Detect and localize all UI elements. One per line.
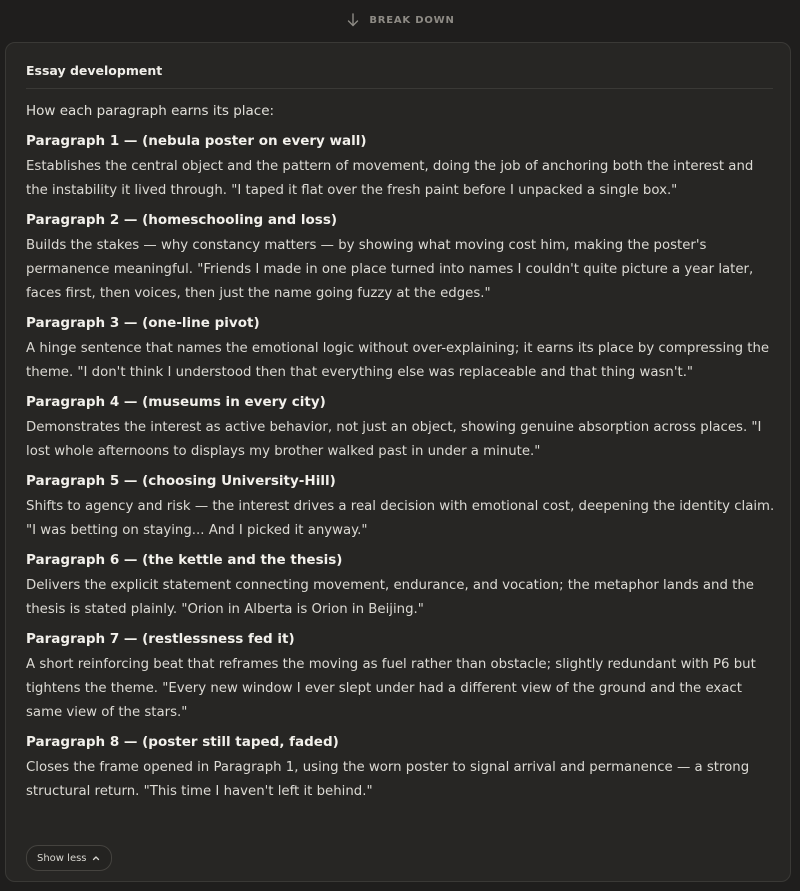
essay-development-card bbox=[5, 42, 791, 882]
paragraph-heading: Paragraph 4 — (museums in every city) bbox=[26, 394, 326, 410]
paragraph-section-2 bbox=[26, 210, 778, 306]
card-title: Essay development bbox=[26, 63, 773, 89]
show-less-label: Show less bbox=[37, 852, 87, 864]
paragraph-body: Delivers the explicit statement connecting movement, endurance, and vocation; the metaphor lands and the thesis is stated plainly. "Orion in Alberta is Orion in Beijing." bbox=[26, 578, 754, 617]
break-down-toggle[interactable] bbox=[0, 0, 800, 40]
card-content bbox=[26, 101, 778, 811]
chevron-up-icon bbox=[91, 853, 101, 863]
paragraph-heading: Paragraph 5 — (choosing University-Hill) bbox=[26, 473, 336, 489]
paragraph-section-5 bbox=[26, 471, 778, 543]
paragraph-heading: Paragraph 6 — (the kettle and the thesis) bbox=[26, 552, 343, 568]
paragraph-body: Builds the stakes — why constancy matters — by showing what moving cost him, making the poster's permanence meaningful. "Friends I made in one place turned into names I couldn't quite picture a year later, faces first, then voices, then just the name going fuzzy at the edges." bbox=[26, 238, 754, 301]
paragraph-heading: Paragraph 8 — (poster still taped, faded) bbox=[26, 734, 339, 750]
paragraph-section-6 bbox=[26, 550, 778, 622]
paragraph-section-3 bbox=[26, 313, 778, 385]
paragraph-body: Shifts to agency and risk — the interest drives a real decision with emotional cost, deepening the identity claim. "I was betting on staying... And I picked it anyway." bbox=[26, 499, 775, 538]
paragraph-body: Demonstrates the interest as active behavior, not just an object, showing genuine absorption across places. "I lost whole afternoons to displays my brother walked past in under a minute." bbox=[26, 420, 762, 459]
arrow-down-icon bbox=[345, 12, 361, 28]
paragraph-body: A short reinforcing beat that reframes the moving as fuel rather than obstacle; slightly redundant with P6 but tightens the theme. "Every new window I ever slept under had a different view of the ground and the exact same view of the stars." bbox=[26, 657, 756, 720]
paragraph-section-1 bbox=[26, 131, 778, 203]
paragraph-section-4 bbox=[26, 392, 778, 464]
paragraph-section-7 bbox=[26, 629, 778, 725]
intro-text: How each paragraph earns its place: bbox=[26, 103, 275, 119]
paragraph-body: A hinge sentence that names the emotional logic without over-explaining; it earns its place by compressing the theme. "I don't think I understood then that everything else was replaceable and that thing wasn't." bbox=[26, 341, 770, 380]
paragraph-body: Closes the frame opened in Paragraph 1, using the worn poster to signal arrival and permanence — a strong structural return. "This time I haven't left it behind." bbox=[26, 760, 750, 799]
paragraph-heading: Paragraph 3 — (one-line pivot) bbox=[26, 315, 260, 331]
paragraph-body: Establishes the central object and the pattern of movement, doing the job of anchoring both the interest and the instability it lived through. "I taped it flat over the fresh paint before I unpacked a single box." bbox=[26, 159, 754, 198]
paragraph-heading: Paragraph 1 — (nebula poster on every wall) bbox=[26, 133, 367, 149]
break-down-label: BREAK DOWN bbox=[369, 14, 455, 26]
paragraph-heading: Paragraph 7 — (restlessness fed it) bbox=[26, 631, 295, 647]
paragraph-heading: Paragraph 2 — (homeschooling and loss) bbox=[26, 212, 338, 228]
show-less-button[interactable] bbox=[26, 845, 112, 871]
paragraph-section-8 bbox=[26, 732, 778, 804]
